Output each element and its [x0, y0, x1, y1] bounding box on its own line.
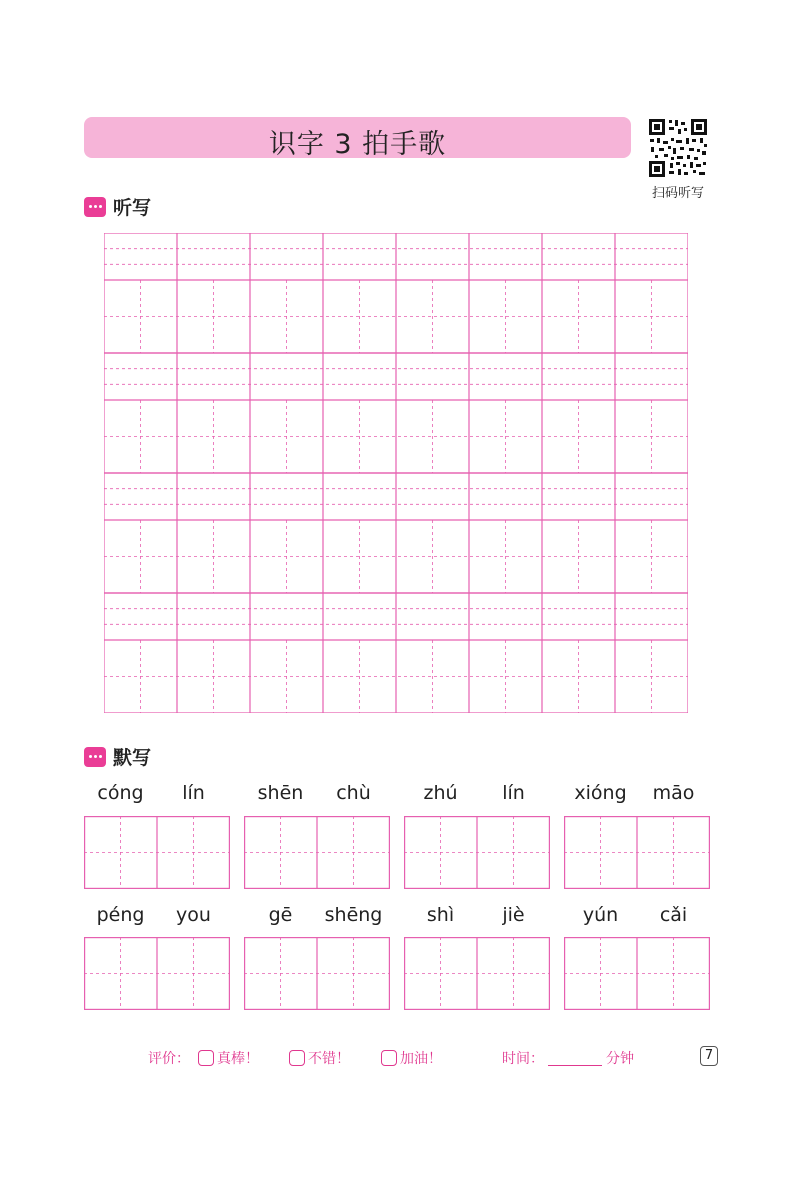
tianzige-grid — [84, 816, 230, 889]
writing-box[interactable] — [84, 937, 230, 1010]
pinyin-word — [404, 782, 550, 804]
pinyin-syllable: māo — [652, 782, 695, 804]
writing-box[interactable] — [84, 816, 230, 889]
tianzige-grid — [564, 816, 710, 889]
pinyin-syllable: yún — [582, 904, 619, 926]
rating-option-keep-going[interactable]: 加油！ — [381, 1046, 442, 1070]
dictation-title: 听写 — [113, 197, 152, 219]
writing-box[interactable] — [244, 816, 390, 889]
dictation-section-header — [84, 193, 151, 220]
writing-box[interactable] — [564, 816, 710, 889]
tianzige-grid — [404, 937, 550, 1010]
tianzige-grid — [244, 816, 390, 889]
pinyin-word — [564, 782, 710, 804]
page-number: 7 — [700, 1046, 718, 1066]
pinyin-syllable: gē — [268, 904, 293, 926]
pinyin-syllable: cóng — [97, 782, 144, 804]
pinyin-row-2 — [84, 904, 710, 934]
time-blank[interactable] — [548, 1051, 602, 1066]
writing-box[interactable] — [564, 937, 710, 1010]
dots-icon — [84, 197, 106, 217]
dots-icon — [84, 747, 106, 767]
rating-label: 评价： — [148, 1051, 190, 1067]
pinyin-syllable: cǎi — [659, 904, 688, 926]
pinyin-syllable: lín — [182, 782, 205, 804]
pinyin-syllable: jiè — [502, 904, 525, 926]
writing-box[interactable] — [244, 937, 390, 1010]
page-title: 识字 3 拍手歌 — [268, 129, 447, 160]
pinyin-syllable: lín — [502, 782, 525, 804]
pinyin-syllable: shì — [426, 904, 455, 926]
qr-caption: 扫码听写 — [651, 186, 704, 201]
pinyin-word — [244, 782, 390, 804]
pinyin-word — [564, 904, 710, 926]
pinyin-word — [244, 904, 390, 926]
pinyin-syllable: zhú — [423, 782, 458, 804]
rating-option-good[interactable]: 不错！ — [289, 1046, 350, 1070]
pinyin-syllable: you — [176, 904, 211, 926]
silent-writing-title: 默写 — [113, 747, 152, 769]
pinyin-row-1 — [84, 782, 710, 812]
footer — [0, 1046, 800, 1070]
silent-writing-section-header — [84, 743, 151, 770]
writing-box[interactable] — [404, 937, 550, 1010]
pinyin-word — [84, 904, 230, 926]
qr-code-icon — [647, 117, 709, 179]
tianzige-grid — [244, 937, 390, 1010]
pinyin-syllable: péng — [96, 904, 145, 926]
time-field[interactable]: 时间： 分钟 — [502, 1051, 634, 1067]
checkbox-icon[interactable] — [289, 1050, 305, 1066]
tianzige-grid — [564, 937, 710, 1010]
pinyin-syllable: shēn — [257, 782, 304, 804]
pinyin-syllable: xióng — [574, 782, 627, 804]
tianzige-grid — [84, 937, 230, 1010]
rating-option-great[interactable]: 真棒！ — [198, 1046, 259, 1070]
checkbox-icon[interactable] — [381, 1050, 397, 1066]
tianzige-grid — [404, 816, 550, 889]
title-banner — [84, 117, 631, 158]
writing-box[interactable] — [404, 816, 550, 889]
checkbox-icon[interactable] — [198, 1050, 214, 1066]
dictation-writing-grid — [104, 233, 688, 713]
pinyin-syllable: shēng — [324, 904, 383, 926]
pinyin-word — [404, 904, 550, 926]
pinyin-syllable: chù — [336, 782, 371, 804]
pinyin-word — [84, 782, 230, 804]
